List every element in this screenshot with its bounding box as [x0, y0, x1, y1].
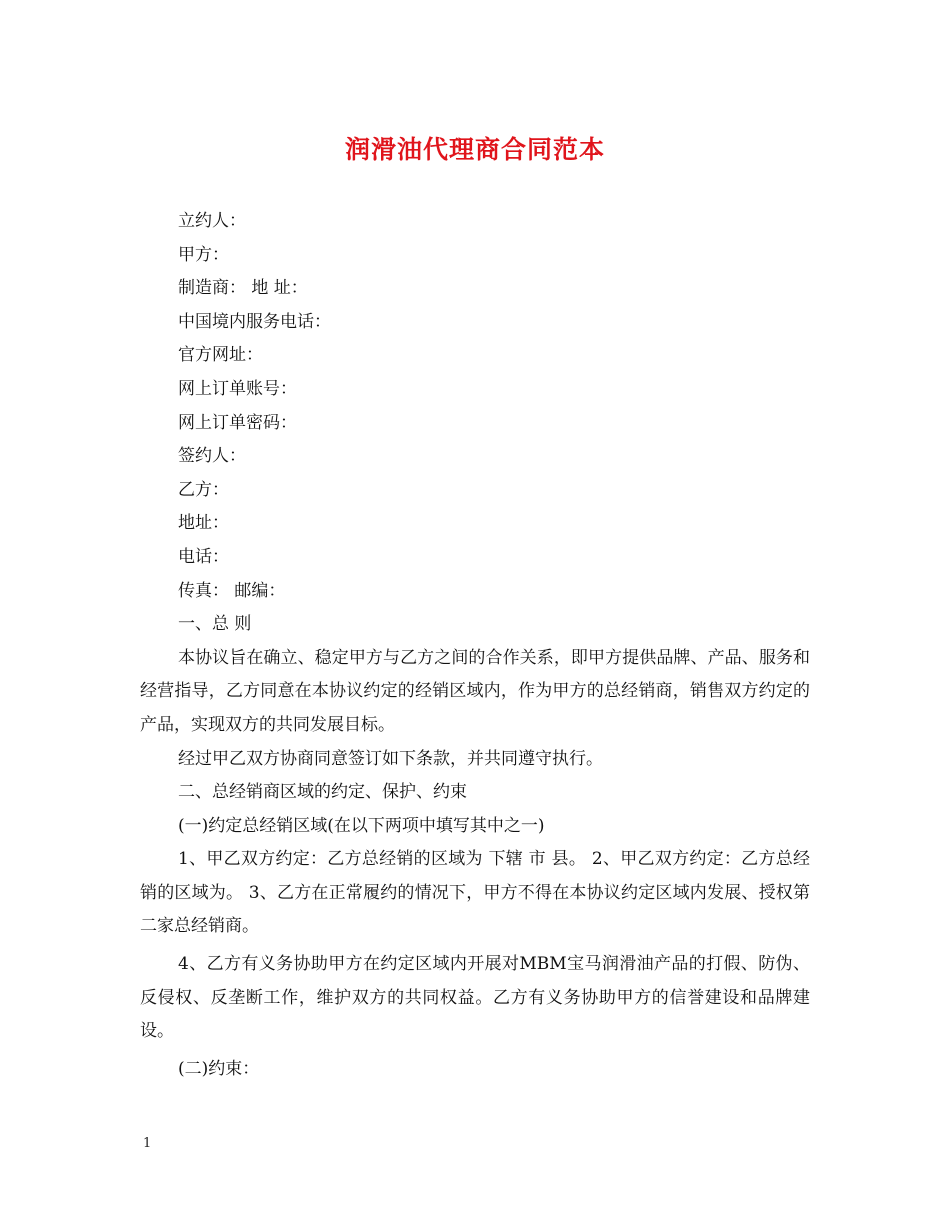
paragraph-territory-terms: 1、甲乙双方约定：乙方总经销的区域为 下辖 市 县。 2、甲乙双方约定：乙方总经销的区域为。 3、乙方在正常履约的情况下，甲方不得在本协议约定区域内发展、授权第二家总经销商。 — [140, 849, 810, 937]
page-number: 1 — [143, 1136, 152, 1151]
paragraph-purpose: 本协议旨在确立、稳定甲方与乙方之间的合作关系，即甲方提供品牌、产品、服务和经营指导，乙方同意在本协议约定的经销区域内，作为甲方的总经销商，销售双方约定的产品，实现双方的共同发展目标。 — [140, 647, 810, 735]
subsection-heading-territory: (一)约定总经销区域(在以下两项中填写其中之一) — [178, 815, 545, 836]
field-order-account: 网上订单账号： — [178, 378, 297, 399]
field-contractor: 立约人： — [178, 211, 246, 231]
field-fax-postcode: 传真： 邮编： — [178, 580, 286, 601]
field-website: 官方网址： — [178, 345, 263, 366]
section-heading-territory: 二、总经销商区域的约定、保护、约束 — [178, 782, 467, 803]
field-party-a: 甲方： — [178, 244, 229, 265]
document-title: 润滑油代理商合同范本 — [344, 135, 605, 164]
document-body — [140, 205, 810, 1086]
section-heading-general: 一、总 则 — [178, 614, 252, 635]
field-address: 地址： — [178, 513, 229, 534]
field-manufacturer-address: 制造商： 地 址： — [178, 278, 308, 299]
paragraph-agreement: 经过甲乙双方协商同意签订如下条款，并共同遵守执行。 — [178, 748, 603, 769]
field-service-phone: 中国境内服务电话： — [178, 311, 331, 332]
field-party-b: 乙方： — [178, 479, 229, 500]
subsection-heading-constraints: (二)约束： — [178, 1058, 260, 1079]
field-phone: 电话： — [178, 546, 229, 567]
field-signatory: 签约人： — [178, 446, 246, 467]
paragraph-obligations: 4、乙方有义务协助甲方在约定区域内开展对MBM宝马润滑油产品的打假、防伪、反侵权、反垄断工作，维护双方的共同权益。乙方有义务协助甲方的信誉建设和品牌建设。 — [140, 954, 810, 1042]
field-order-password: 网上订单密码： — [178, 412, 297, 433]
